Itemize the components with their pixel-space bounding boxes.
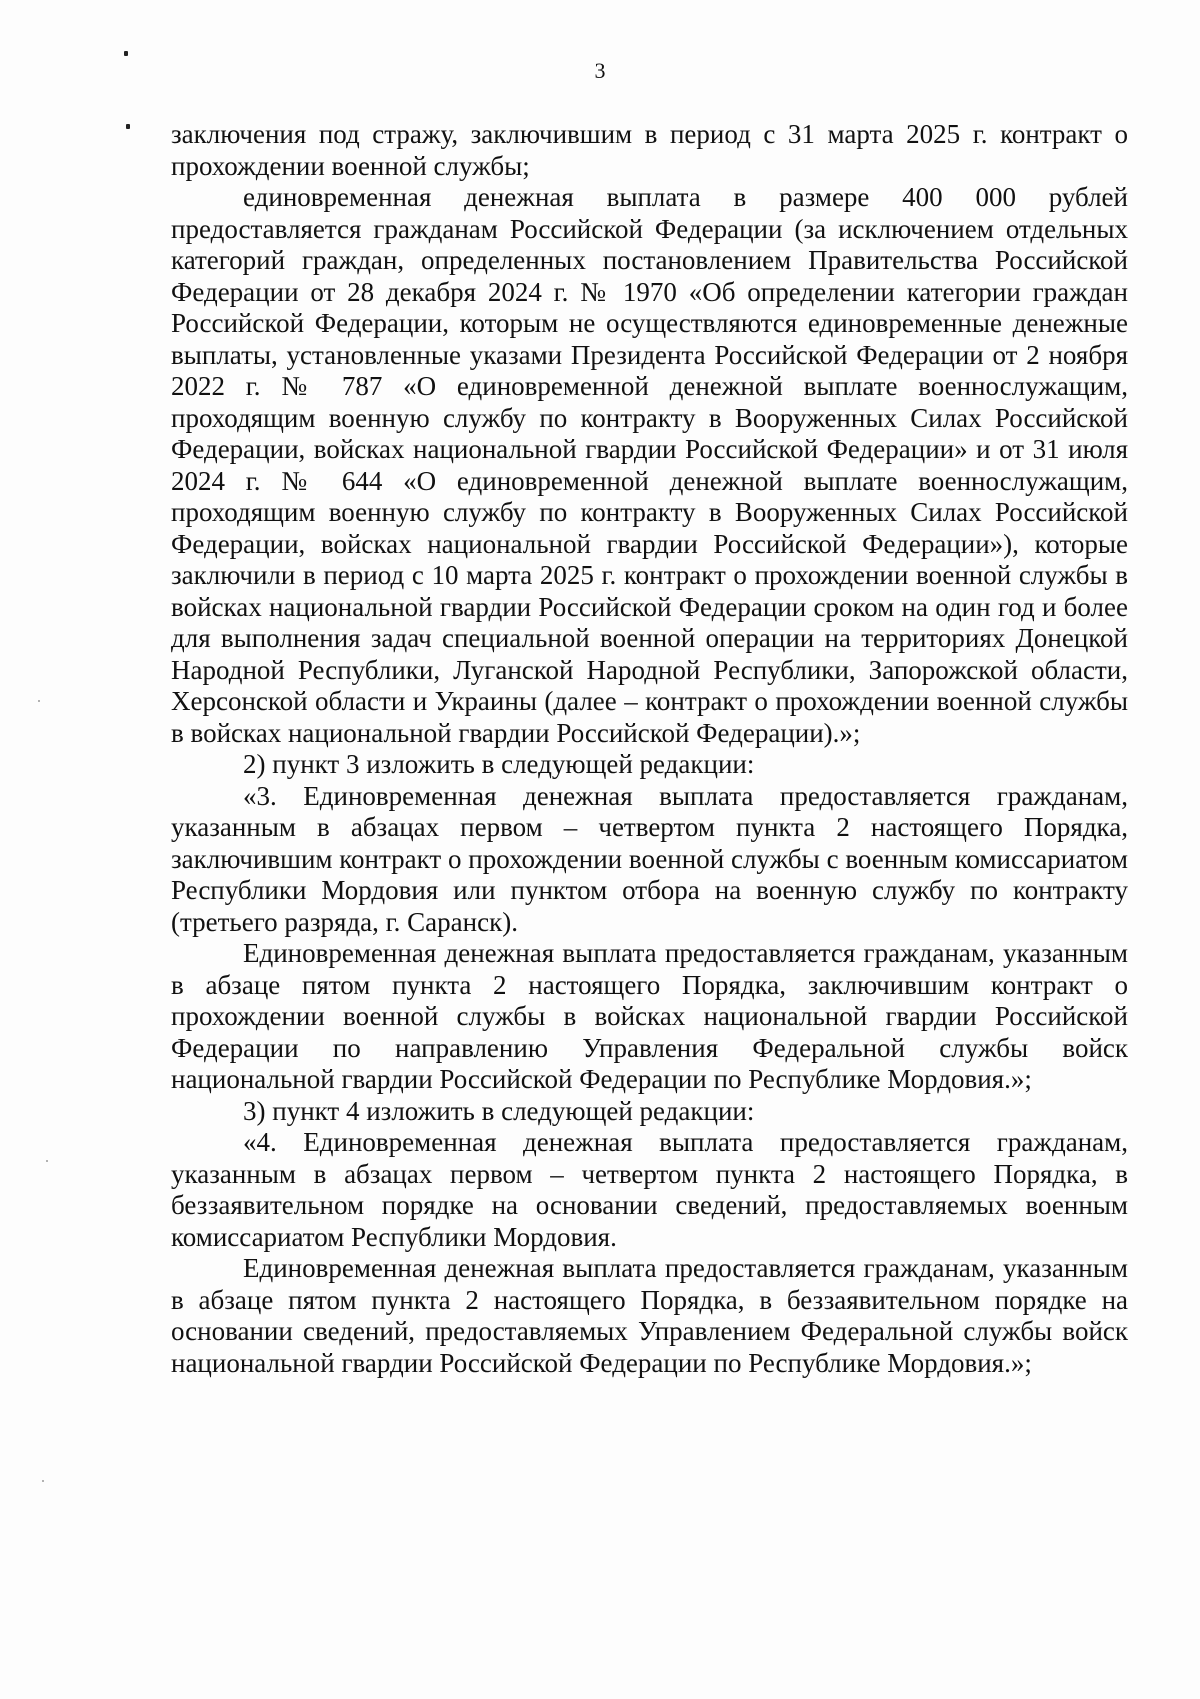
paragraph: 3) пункт 4 изложить в следующей редакции:: [243, 1095, 755, 1126]
document-body: [171, 119, 1128, 1379]
paragraph: единовременная денежная выплата в размере 400 000 рублей предоставляется гражданам Российской Федерации (за исключением отдельных категорий граждан, определенных постановлением Правительства Российской Федерации от 28 декабря 2024 г. № 1970 «Об определении категории граждан Российской Федерации, которым не осуществляются единовременные денежные выплаты, установленные указами Президента Российской Федерации от 2 ноября 2022 г. № 787 «О единовременной денежной выплате военнослужащим, проходящим военную службу по контракту в Вооруженных Силах Российской Федерации, войсках национальной гвардии Российской Федерации» и от 31 июля 2024 г. № 644 «О единовременной денежной выплате военнослужащим, проходящим военную службу по контракту в Вооруженных Силах Российской Федерации, войсках национальной гвардии Российской Федерации»), которые заключили в период с 10 марта 2025 г. контракт о прохождении военной службы в войсках национальной гвардии Российской Федерации сроком на один год и более для выполнения задач специальной военной операции на территориях Донецкой Народной Республики, Луганской Народной Республики, Запорожской области, Херсонской области и Украины (далее – контракт о прохождении военной службы в войсках национальной гвардии Российской Федерации).»;: [171, 182, 1128, 748]
paragraph-continuation: заключения под стражу, заключившим в период с 31 марта 2025 г. контракт о прохождении военной службы;: [171, 119, 1128, 181]
paragraph: «4. Единовременная денежная выплата предоставляется гражданам, указанным в абзацах первом – четвертом пункта 2 настоящего Порядка, в беззаявительном порядке на основании сведений, предоставляемых военным комиссариатом Республики Мордовия.: [171, 1127, 1128, 1252]
paragraph: 2) пункт 3 изложить в следующей редакции:: [243, 749, 755, 779]
scan-artifact: [46, 1160, 48, 1162]
scan-artifact: [38, 700, 40, 702]
page-number: 3: [594, 58, 606, 83]
paragraph: Единовременная денежная выплата предоставляется гражданам, указанным в абзаце пятом пункта 2 настоящего Порядка, заключившим контракт о прохождении военной службы в войсках национальной гвардии Российской Федерации по направлению Управления Федеральной службы войск национальной гвардии Российской Федерации по Республике Мордовия.»;: [171, 938, 1128, 1094]
scan-artifact: [126, 124, 130, 129]
paragraph: «3. Единовременная денежная выплата предоставляется гражданам, указанным в абзацах первом – четвертом пункта 2 настоящего Порядка, заключившим контракт о прохождении военной службы с военным комиссариатом Республики Мордовия или пунктом отбора на военную службу по контракту (третьего разряда, г. Саранск).: [171, 780, 1128, 937]
paragraph: Единовременная денежная выплата предоставляется гражданам, указанным в абзаце пятом пункта 2 настоящего Порядка, в беззаявительном порядке на основании сведений, предоставляемых Управлением Федеральной службы войск национальной гвардии Российской Федерации по Республике Мордовия.»;: [171, 1253, 1128, 1378]
scan-artifact: [42, 1480, 44, 1482]
